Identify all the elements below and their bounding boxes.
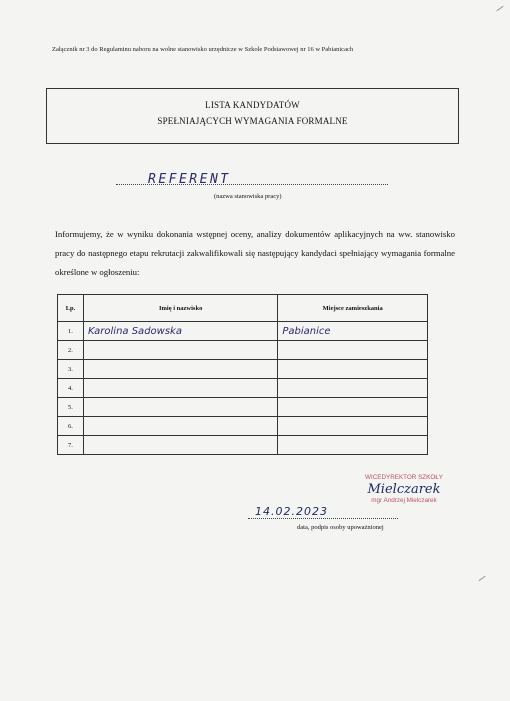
row-name: Karolina Sadowska [83, 322, 277, 341]
handwritten-signature: Mielczarek [367, 482, 441, 497]
intro-paragraph: Informujemy, że w wyniku dokonania wstępnej oceny, analizy dokumentów aplikacyjnych na ww. stanowisko pracy do następnego etapu rekrutacji zakwalifikowali się następujący kandydaci spełniający wymagania formalne określone w ogłoszeniu: [55, 229, 455, 277]
table-row [58, 436, 428, 455]
title-box [46, 88, 459, 144]
stamp-name: mgr Andrzej Mielczarek [371, 497, 437, 504]
table-row [58, 322, 428, 341]
row-place [278, 417, 428, 436]
row-place [278, 436, 428, 455]
table-header-row [58, 295, 428, 322]
table-row [58, 341, 428, 360]
row-place: Pabianice [278, 322, 428, 341]
row-name [83, 398, 277, 417]
row-lp: 2. [58, 341, 84, 360]
title-line-2: SPEŁNIAJĄCYCH WYMAGANIA FORMALNE [157, 116, 348, 126]
header-lp: Lp. [58, 295, 84, 322]
row-lp: 1. [58, 322, 84, 341]
row-place [278, 360, 428, 379]
row-place [278, 341, 428, 360]
row-lp: 5. [58, 398, 84, 417]
row-name [83, 360, 277, 379]
row-lp: 3. [58, 360, 84, 379]
table-row [58, 417, 428, 436]
row-lp: 7. [58, 436, 84, 455]
row-name [83, 379, 277, 398]
table-row [58, 360, 428, 379]
position-handwritten: REFERENT [148, 172, 231, 187]
candidates-table [57, 294, 428, 455]
table-row [58, 379, 428, 398]
row-name [83, 341, 277, 360]
scan-mark [496, 6, 503, 11]
row-place [278, 379, 428, 398]
scan-mark [478, 576, 485, 581]
header-name: Imię i nazwisko [83, 295, 277, 322]
signature-caption: data, podpis osoby upoważnionej [297, 524, 384, 531]
header-place: Miejsce zamieszkania [278, 295, 428, 322]
official-stamp [344, 474, 464, 504]
signature-dotted-line [248, 518, 398, 519]
row-lp: 6. [58, 417, 84, 436]
row-name [83, 436, 277, 455]
row-place [278, 398, 428, 417]
row-name [83, 417, 277, 436]
stamp-title: WICEDYREKTOR SZKOŁY [365, 474, 443, 481]
date-handwritten: 14.02.2023 [255, 505, 328, 518]
row-lp: 4. [58, 379, 84, 398]
title-line-1: LISTA KANDYDATÓW [205, 100, 300, 110]
attachment-note: Załącznik nr 3 do Regulaminu naboru na wolne stanowisko urzędnicze w Szkole Podstawowej nr 16 w Pabianicach [52, 46, 354, 53]
table-row [58, 398, 428, 417]
position-caption: (nazwa stanowiska pracy) [214, 193, 282, 200]
